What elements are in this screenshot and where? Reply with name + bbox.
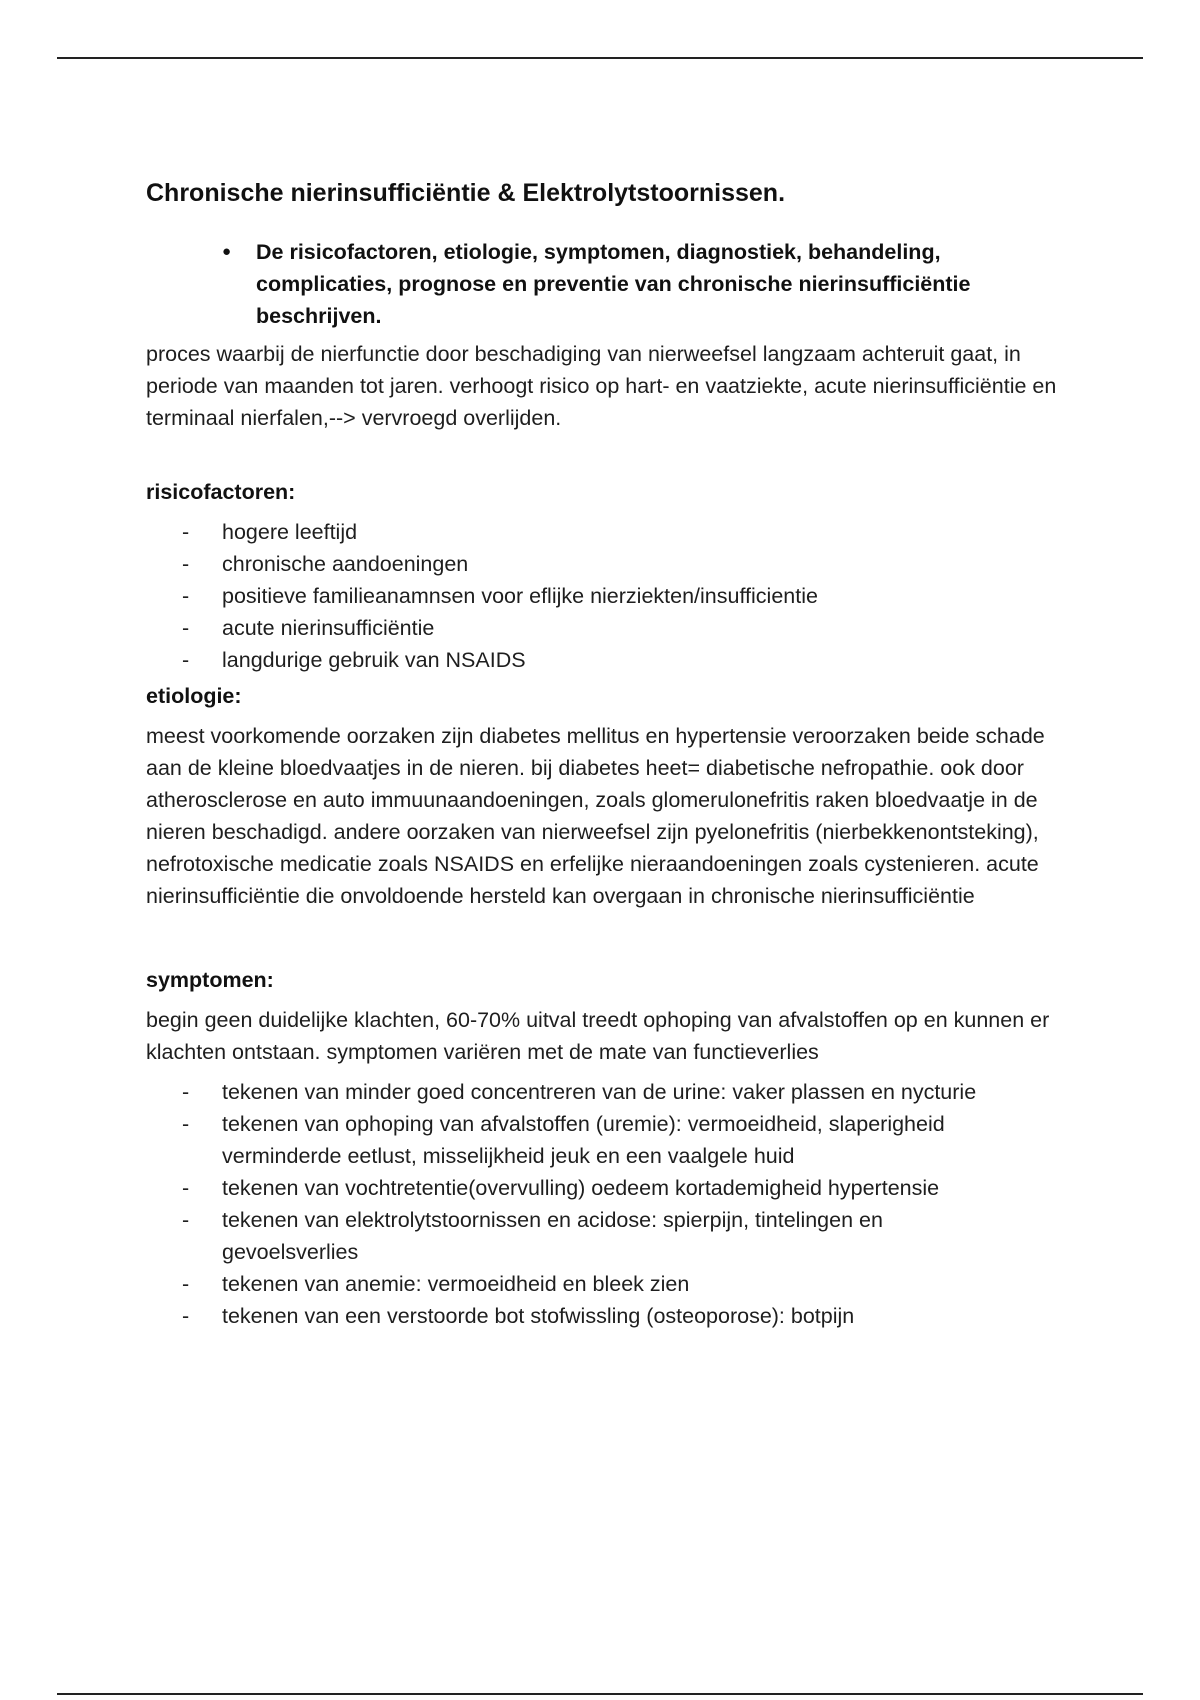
list-item: - langdurige gebruik van NSAIDS	[146, 644, 1066, 676]
risk-factors-heading: risicofactoren:	[146, 480, 296, 504]
list-item: - acute nierinsufficiëntie	[146, 612, 1066, 644]
symptoms-heading: symptomen:	[146, 968, 274, 992]
list-item: - tekenen van ophoping van afvalstoffen (uremie): vermoeidheid, slaperigheid verminderde eetlust, misselijkheid jeuk en een vaalgele huid	[146, 1108, 1066, 1172]
document-body	[146, 176, 1066, 1332]
dash-icon: -	[182, 1080, 190, 1104]
bullet-icon: ●	[222, 243, 232, 260]
list-item: - tekenen van een verstoorde bot stofwissling (osteoporose): botpijn	[146, 1300, 1066, 1332]
list-item: - tekenen van elektrolytstoornissen en acidose: spierpijn, tintelingen en gevoelsverlies	[146, 1204, 1066, 1268]
dash-icon: -	[182, 584, 190, 608]
dash-icon: -	[182, 1272, 190, 1296]
dash-icon: -	[182, 1304, 190, 1328]
dash-icon: -	[182, 648, 190, 672]
symptoms-paragraph: begin geen duidelijke klachten, 60-70% uitval treedt ophoping van afvalstoffen op en kunnen er klachten ontstaan. symptomen variëren met de mate van functieverlies	[146, 1008, 1050, 1064]
learning-objective	[222, 236, 1066, 332]
page-title: Chronische nierinsufficiëntie & Elektrolytstoornissen.	[146, 179, 786, 207]
intro-paragraph: proces waarbij de nierfunctie door beschadiging van nierweefsel langzaam achteruit gaat, in periode van maanden tot jaren. verhoogt risico op hart- en vaatziekte, acute nierinsufficiëntie en terminaal nierfalen,--> vervroegd overlijden.	[146, 342, 1057, 430]
objective-text: De risicofactoren, etiologie, symptomen, diagnostiek, behandeling, complicaties, prognose en preventie van chronische nierinsufficiëntie beschrijven.	[256, 240, 971, 328]
dash-icon: -	[182, 1176, 190, 1200]
list-item: - tekenen van minder goed concentreren van de urine: vaker plassen en nycturie	[146, 1076, 1066, 1108]
dash-icon: -	[182, 520, 190, 544]
risk-factors-list	[146, 516, 1066, 676]
list-item: - tekenen van anemie: vermoeidheid en bleek zien	[146, 1268, 1066, 1300]
list-item: - chronische aandoeningen	[146, 548, 1066, 580]
dash-icon: -	[182, 552, 190, 576]
etiology-heading: etiologie:	[146, 684, 242, 708]
header-rule	[57, 57, 1143, 59]
list-item: - hogere leeftijd	[146, 516, 1066, 548]
symptoms-list	[146, 1076, 1066, 1332]
list-item: - positieve familieanamnsen voor eflijke nierziekten/insufficientie	[146, 580, 1066, 612]
footer-rule	[57, 1693, 1143, 1695]
list-item: - tekenen van vochtretentie(overvulling) oedeem kortademigheid hypertensie	[146, 1172, 1066, 1204]
dash-icon: -	[182, 1112, 190, 1136]
dash-icon: -	[182, 616, 190, 640]
dash-icon: -	[182, 1208, 190, 1232]
etiology-paragraph: meest voorkomende oorzaken zijn diabetes mellitus en hypertensie veroorzaken beide schade aan de kleine bloedvaatjes in de nieren. bij diabetes heet= diabetische nefropathie. ook door atherosclerose en auto immuunaandoeningen, zoals glomerulonefritis raken bloedvaatje in de nieren beschadigd. andere oorzaken van nierweefsel zijn pyelonefritis (nierbekkenontsteking), nefrotoxische medicatie zoals NSAIDS en erfelijke nieraandoeningen zoals cystenieren. acute nierinsufficiëntie die onvoldoende hersteld kan overgaan in chronische nierinsufficiëntie	[146, 724, 1045, 908]
